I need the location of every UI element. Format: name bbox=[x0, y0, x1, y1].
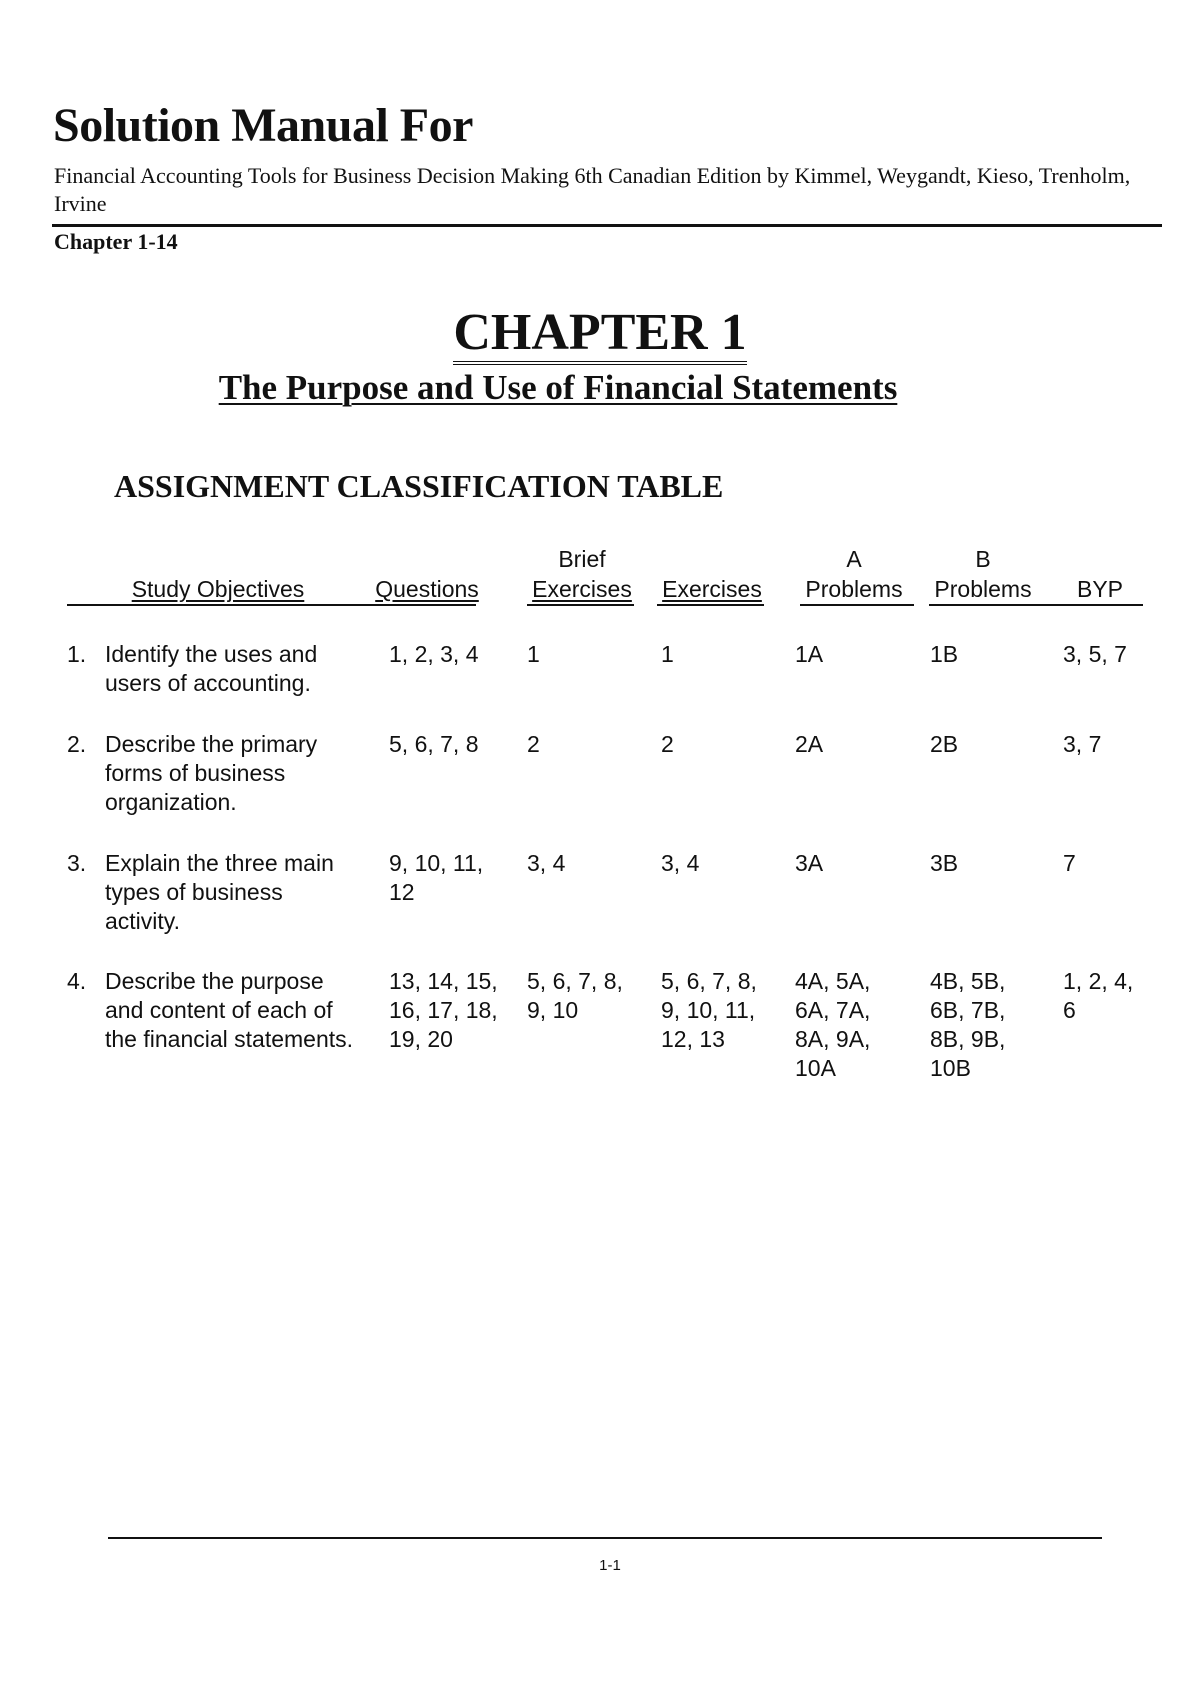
a-problems-line: 4A, 5A, bbox=[795, 968, 871, 994]
a-problems-line: 3A bbox=[795, 850, 824, 876]
a-problems-line: 1A bbox=[795, 641, 824, 667]
section-title: ASSIGNMENT CLASSIFICATION TABLE bbox=[114, 468, 724, 504]
objective-number: 4. bbox=[67, 968, 87, 994]
column-header-brief-exercises-bottom: Exercises bbox=[532, 576, 632, 602]
a-problems-line: 10A bbox=[795, 1055, 836, 1081]
brief-exercises-line: 9, 10 bbox=[527, 997, 579, 1023]
column-header-a-problems-bottom: Problems bbox=[805, 576, 903, 602]
exercises-cell bbox=[661, 730, 674, 759]
exercises-line: 12, 13 bbox=[661, 1026, 725, 1052]
exercises-line: 5, 6, 7, 8, bbox=[661, 968, 757, 994]
brief-exercises-line: 5, 6, 7, 8, bbox=[527, 968, 623, 994]
objective-text bbox=[105, 640, 317, 698]
brief-exercises-cell bbox=[527, 640, 540, 669]
footer-divider bbox=[108, 1537, 1102, 1539]
objective-line: and content of each of bbox=[105, 997, 333, 1023]
b-problems-cell bbox=[930, 849, 958, 878]
document-subtitle: Financial Accounting Tools for Business Decision Making 6th Canadian Edition by Kimmel, Weygandt, Kieso, Trenholm, Irvine bbox=[54, 163, 1131, 216]
b-problems-line: 2B bbox=[930, 731, 959, 757]
b-problems-line: 8B, 9B, bbox=[930, 1026, 1006, 1052]
objective-number: 1. bbox=[67, 641, 87, 667]
column-header-questions-label: Questions bbox=[375, 576, 479, 602]
questions-line: 1, 2, 3, 4 bbox=[389, 641, 479, 667]
column-header-brief-exercises-top: Brief bbox=[558, 546, 606, 572]
column-header-exercises bbox=[657, 574, 767, 604]
questions-cell bbox=[389, 640, 479, 669]
header-divider bbox=[52, 224, 1162, 227]
b-problems-line: 10B bbox=[930, 1055, 971, 1081]
byp-line: 3, 7 bbox=[1063, 731, 1102, 757]
objective-line: the financial statements. bbox=[105, 1026, 354, 1052]
questions-line: 5, 6, 7, 8 bbox=[389, 731, 479, 757]
document-title: Solution Manual For bbox=[53, 99, 473, 152]
objective-line: Explain the three main bbox=[105, 850, 334, 876]
column-header-byp-label: BYP bbox=[1076, 576, 1124, 602]
objective-line: Describe the purpose bbox=[105, 968, 324, 994]
objective-number: 2. bbox=[67, 731, 87, 757]
questions-cell bbox=[389, 849, 483, 907]
a-problems-cell bbox=[795, 730, 823, 759]
objective-text bbox=[105, 967, 353, 1054]
b-problems-line: 6B, 7B, bbox=[930, 997, 1006, 1023]
byp-cell bbox=[1063, 640, 1127, 669]
brief-exercises-cell bbox=[527, 849, 565, 878]
a-problems-cell bbox=[795, 967, 870, 1083]
chapter-title: The Purpose and Use of Financial Statements bbox=[218, 368, 898, 407]
column-header-brief-exercises bbox=[527, 544, 637, 604]
b-problems-cell bbox=[930, 967, 1005, 1083]
objective-number: 3. bbox=[67, 850, 87, 876]
byp-line: 1, 2, 4, bbox=[1063, 968, 1134, 994]
header-rule-a-problems bbox=[800, 604, 914, 606]
questions-cell bbox=[389, 730, 479, 759]
exercises-line: 2 bbox=[661, 731, 674, 757]
column-header-a-problems bbox=[800, 544, 908, 604]
objective-line: forms of business bbox=[105, 760, 286, 786]
b-problems-line: 4B, 5B, bbox=[930, 968, 1006, 994]
column-header-study-objectives-label: Study Objectives bbox=[131, 576, 305, 602]
column-header-a-problems-top: A bbox=[846, 546, 862, 572]
questions-line: 9, 10, 11, bbox=[389, 850, 484, 876]
column-header-questions bbox=[372, 574, 482, 604]
brief-exercises-cell bbox=[527, 967, 623, 1025]
questions-line: 13, 14, 15, bbox=[389, 968, 498, 994]
brief-exercises-line: 3, 4 bbox=[527, 850, 566, 876]
brief-exercises-line: 1 bbox=[527, 641, 540, 667]
byp-cell bbox=[1063, 730, 1101, 759]
header-rule-objectives-questions bbox=[67, 604, 476, 606]
header-rule-brief-exercises bbox=[527, 604, 634, 606]
objective-text bbox=[105, 730, 317, 817]
a-problems-line: 8A, 9A, bbox=[795, 1026, 871, 1052]
questions-line: 19, 20 bbox=[389, 1026, 453, 1052]
b-problems-line: 3B bbox=[930, 850, 959, 876]
exercises-cell bbox=[661, 849, 699, 878]
objective-line: users of accounting. bbox=[105, 670, 311, 696]
questions-line: 12 bbox=[389, 879, 415, 905]
byp-cell bbox=[1063, 849, 1076, 878]
column-header-b-problems bbox=[929, 544, 1037, 604]
b-problems-cell bbox=[930, 730, 958, 759]
objective-line: types of business bbox=[105, 879, 283, 905]
chapter-title-wrap bbox=[0, 368, 1116, 408]
column-header-study-objectives bbox=[128, 574, 308, 604]
page-number: 1-1 bbox=[599, 1557, 621, 1574]
column-header-b-problems-bottom: Problems bbox=[934, 576, 1032, 602]
objective-line: activity. bbox=[105, 908, 180, 934]
brief-exercises-cell bbox=[527, 730, 540, 759]
exercises-cell bbox=[661, 640, 674, 669]
a-problems-cell bbox=[795, 640, 823, 669]
byp-line: 7 bbox=[1063, 850, 1076, 876]
header-rule-exercises bbox=[657, 604, 764, 606]
b-problems-line: 1B bbox=[930, 641, 959, 667]
b-problems-cell bbox=[930, 640, 958, 669]
objective-line: organization. bbox=[105, 789, 237, 815]
exercises-line: 1 bbox=[661, 641, 674, 667]
header-rule-b-problems-byp bbox=[929, 604, 1143, 606]
a-problems-line: 2A bbox=[795, 731, 824, 757]
column-header-b-problems-top: B bbox=[975, 546, 991, 572]
byp-line: 3, 5, 7 bbox=[1063, 641, 1127, 667]
exercises-cell bbox=[661, 967, 757, 1054]
exercises-line: 9, 10, 11, bbox=[661, 997, 756, 1023]
questions-cell bbox=[389, 967, 498, 1054]
brief-exercises-line: 2 bbox=[527, 731, 540, 757]
objective-text bbox=[105, 849, 334, 936]
chapter-heading: CHAPTER 1 bbox=[453, 304, 746, 365]
byp-cell bbox=[1063, 967, 1133, 1025]
column-header-exercises-label: Exercises bbox=[662, 576, 762, 602]
a-problems-line: 6A, 7A, bbox=[795, 997, 871, 1023]
exercises-line: 3, 4 bbox=[661, 850, 700, 876]
column-header-byp bbox=[1065, 574, 1135, 604]
objective-line: Identify the uses and bbox=[105, 641, 318, 667]
chapter-range: Chapter 1-14 bbox=[54, 229, 178, 254]
chapter-heading-wrap bbox=[0, 306, 1200, 361]
questions-line: 16, 17, 18, bbox=[389, 997, 498, 1023]
a-problems-cell bbox=[795, 849, 823, 878]
objective-line: Describe the primary bbox=[105, 731, 318, 757]
byp-line: 6 bbox=[1063, 997, 1076, 1023]
